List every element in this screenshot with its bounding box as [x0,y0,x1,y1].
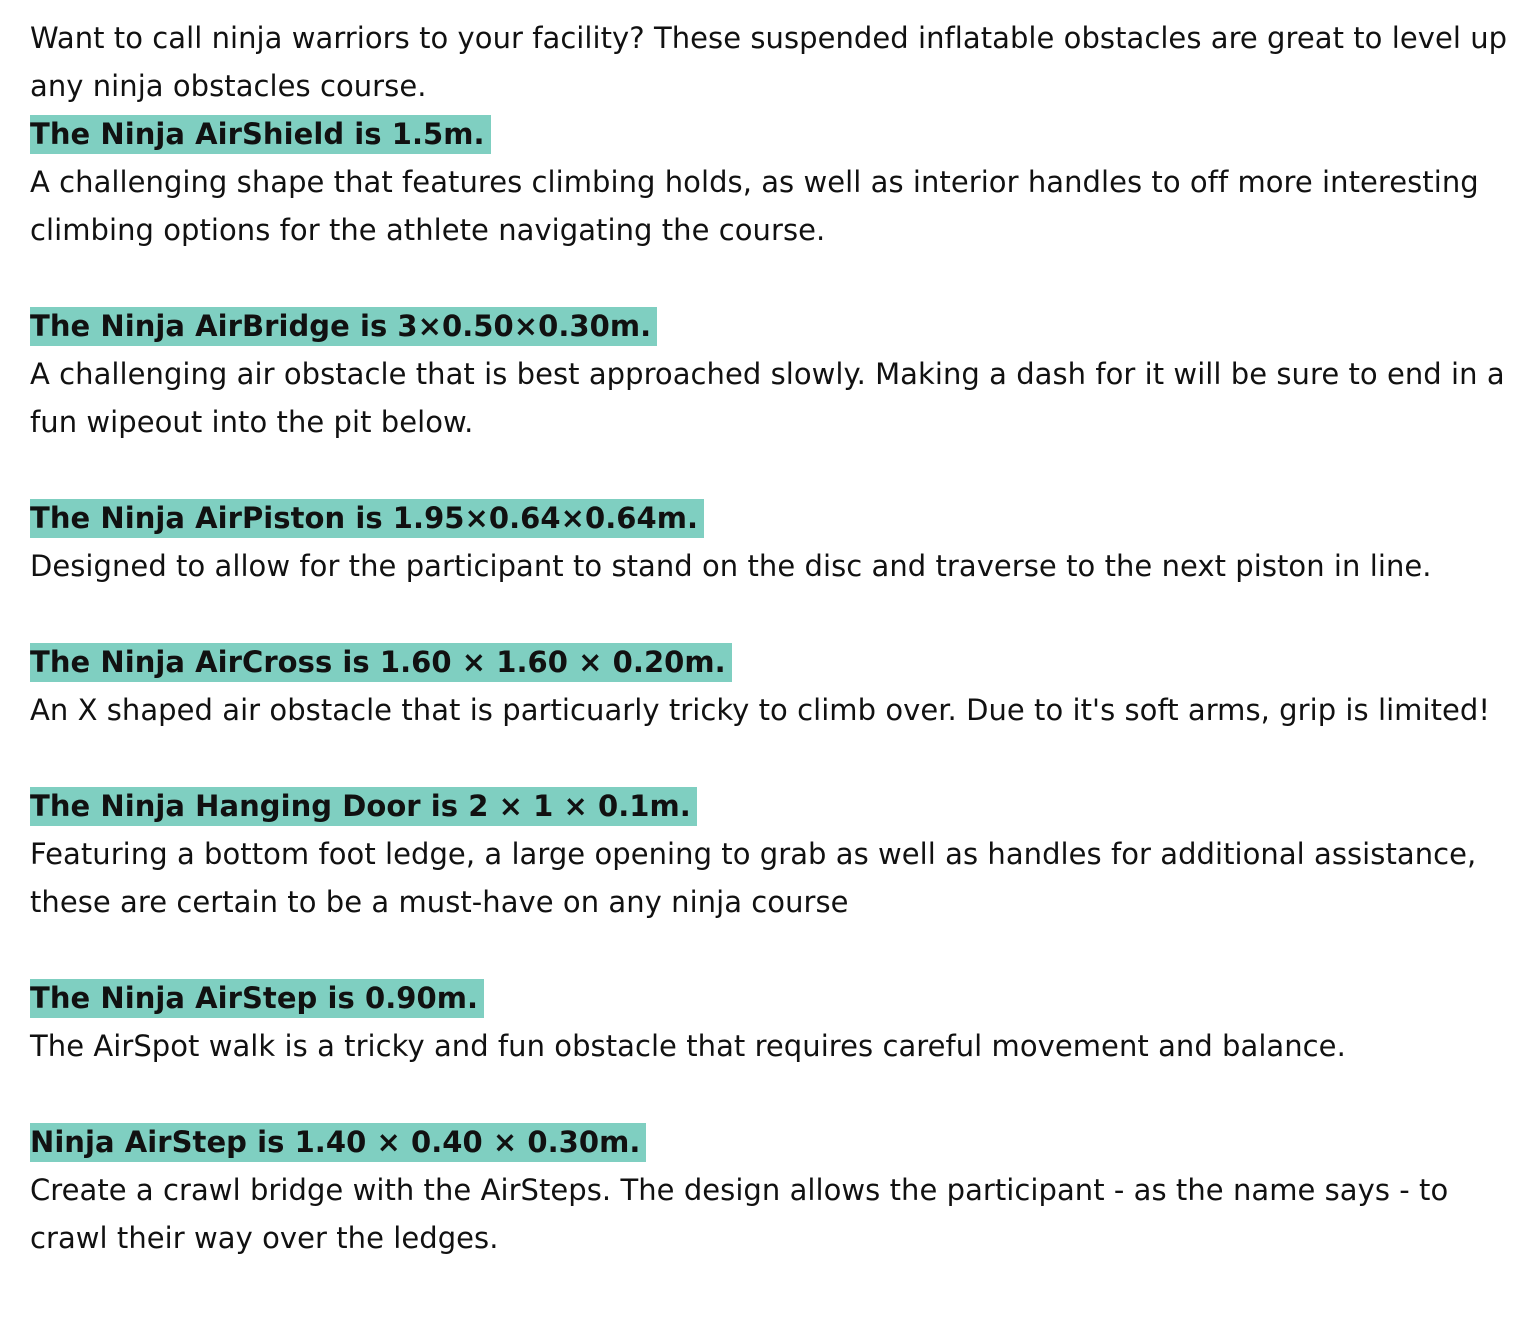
product-section-airstep-crawl [30,1118,1508,1262]
product-heading-line [30,110,1508,158]
product-heading: The Ninja AirBridge is 3×0.50×0.30m. [30,307,657,346]
product-description: An X shaped air obstacle that is particuarly tricky to climb over. Due to it's soft arms, grip is limited! [30,693,1491,727]
product-section-airshield [30,110,1508,254]
product-heading: Ninja AirStep is 1.40 × 0.40 × 0.30m. [30,1123,646,1162]
product-heading-line [30,974,1508,1022]
product-heading-line [30,638,1508,686]
product-heading-line [30,1118,1508,1166]
product-heading-line [30,302,1508,350]
product-section-aircross [30,638,1508,734]
intro-paragraph: Want to call ninja warriors to your facility? These suspended inflatable obstacles are great to level up any ninja obstacles course. [30,21,1508,103]
product-heading: The Ninja Hanging Door is 2 × 1 × 0.1m. [30,787,697,826]
product-description: Featuring a bottom foot ledge, a large opening to grab as well as handles for additional assistance, these are certain to be a must-have on any ninja course [30,837,1477,919]
product-section-hanging-door [30,782,1508,926]
product-description: A challenging air obstacle that is best approached slowly. Making a dash for it will be sure to end in a fun wipeout into the pit below. [30,357,1505,439]
product-heading: The Ninja AirPiston is 1.95×0.64×0.64m. [30,499,704,538]
product-heading: The Ninja AirCross is 1.60 × 1.60 × 0.20m. [30,643,732,682]
product-description: Create a crawl bridge with the AirSteps. The design allows the participant - as the name says - to crawl their way over the ledges. [30,1173,1449,1255]
product-description: A challenging shape that features climbing holds, as well as interior handles to off more interesting climbing options for the athlete navigating the course. [30,165,1479,247]
product-heading-line [30,494,1508,542]
product-description: The AirSpot walk is a tricky and fun obstacle that requires careful movement and balance. [30,1029,1346,1063]
product-heading-line [30,782,1508,830]
product-section-airstep [30,974,1508,1070]
product-description: Designed to allow for the participant to stand on the disc and traverse to the next piston in line. [30,549,1432,583]
product-heading: The Ninja AirStep is 0.90m. [30,979,484,1018]
product-section-airpiston [30,494,1508,590]
product-heading: The Ninja AirShield is 1.5m. [30,115,491,154]
product-section-airbridge [30,302,1508,446]
